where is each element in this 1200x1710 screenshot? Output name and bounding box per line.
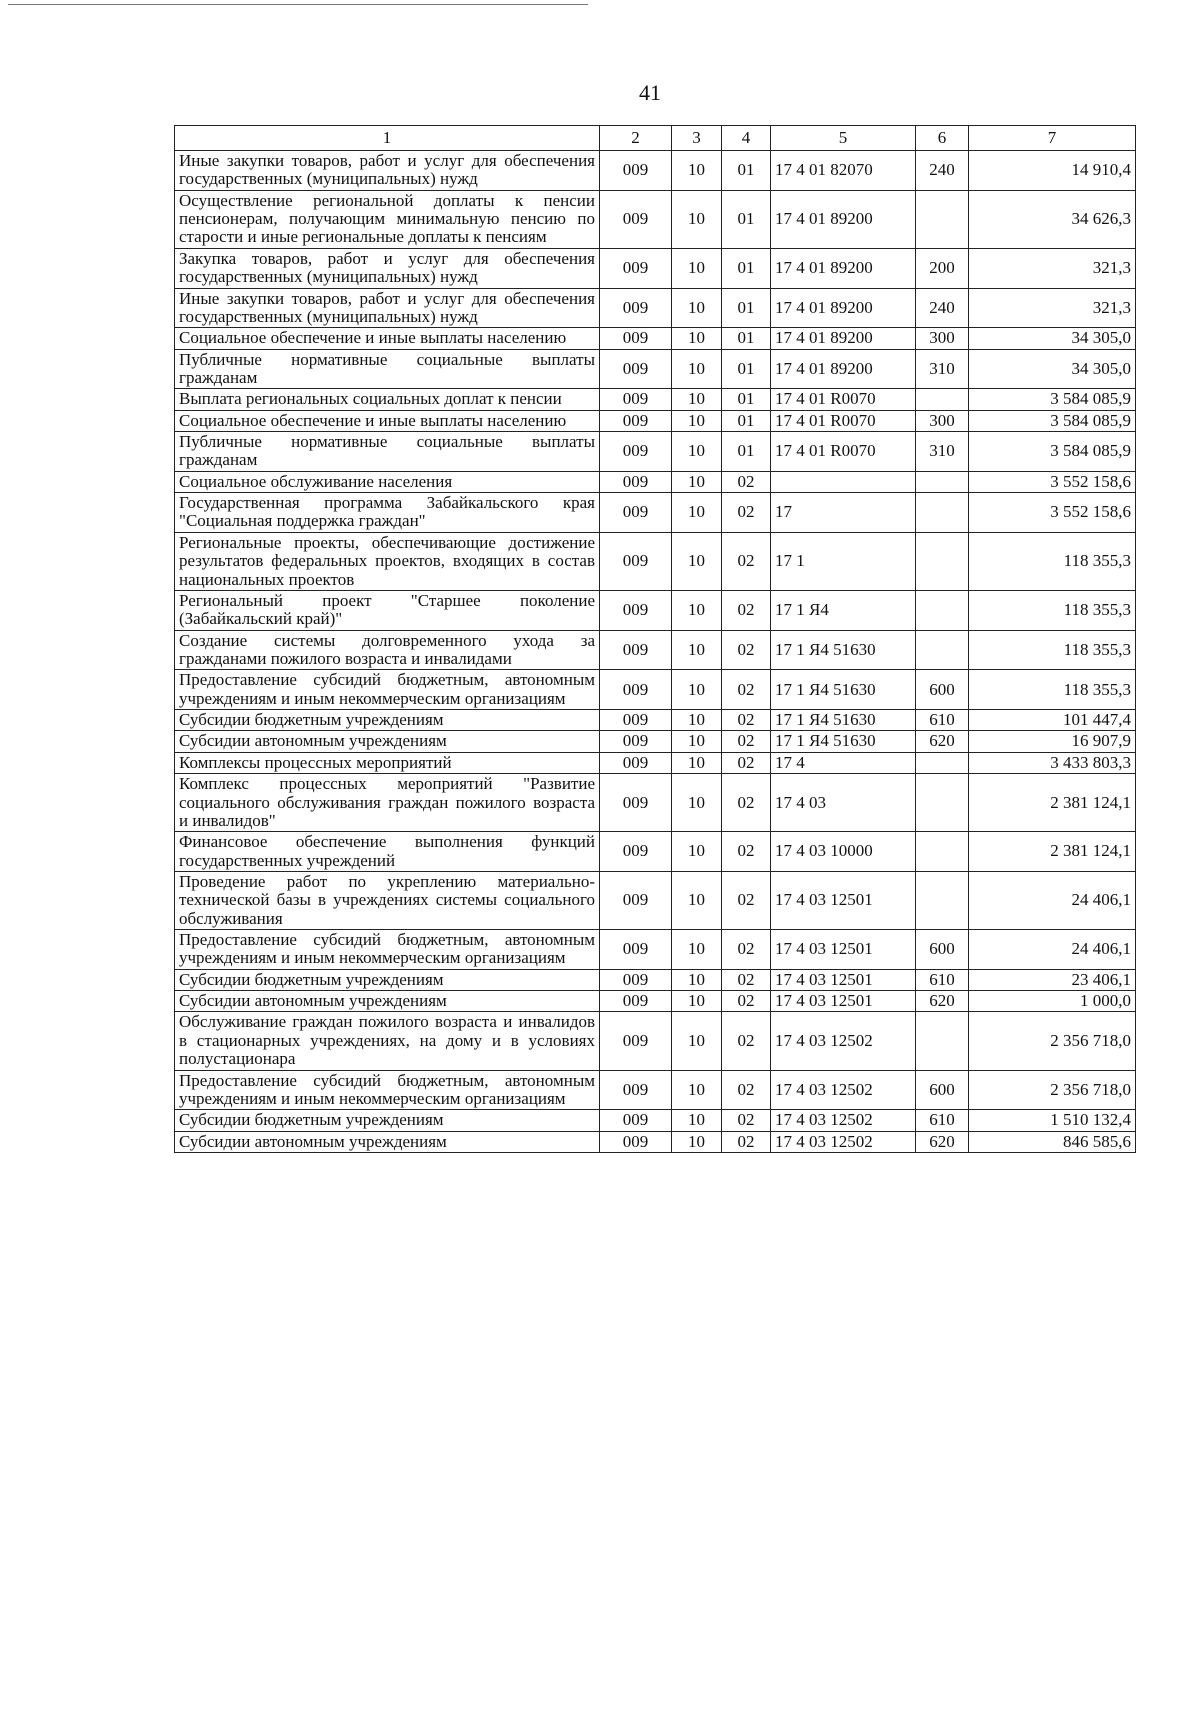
row-subsection-cell: 01: [722, 389, 771, 410]
table-row: [175, 471, 1136, 492]
row-ved-cell: 009: [600, 590, 672, 630]
row-target-article-cell: 17 4 03 12502: [771, 1012, 916, 1070]
row-section-cell: 10: [672, 832, 722, 872]
table-row: [175, 349, 1136, 389]
row-ved-cell: 009: [600, 670, 672, 710]
row-ved-cell: 009: [600, 432, 672, 472]
row-ved-cell: 009: [600, 349, 672, 389]
row-expense-type-cell: [916, 1012, 969, 1070]
row-ved-cell: 009: [600, 930, 672, 970]
row-section-cell: 10: [672, 774, 722, 832]
row-name-cell: Закупка товаров, работ и услуг для обеспечения государственных (муниципальных) нужд: [175, 248, 600, 288]
row-subsection-cell: 02: [722, 630, 771, 670]
row-expense-type-cell: 610: [916, 1110, 969, 1131]
row-section-cell: 10: [672, 288, 722, 328]
column-header: 4: [722, 126, 771, 151]
row-section-cell: 10: [672, 1110, 722, 1131]
row-amount-cell: 24 406,1: [969, 871, 1136, 929]
row-target-article-cell: 17 4 03 12501: [771, 871, 916, 929]
row-amount-cell: 16 907,9: [969, 731, 1136, 752]
row-subsection-cell: 02: [722, 670, 771, 710]
row-section-cell: 10: [672, 752, 722, 773]
row-target-article-cell: 17 4 03 12502: [771, 1110, 916, 1131]
table-row: [175, 493, 1136, 533]
row-ved-cell: 009: [600, 471, 672, 492]
row-name-cell: Субсидии бюджетным учреждениям: [175, 710, 600, 731]
row-target-article-cell: 17 4 01 89200: [771, 349, 916, 389]
row-ved-cell: 009: [600, 710, 672, 731]
row-subsection-cell: 01: [722, 349, 771, 389]
row-ved-cell: 009: [600, 493, 672, 533]
row-amount-cell: 846 585,6: [969, 1131, 1136, 1152]
row-name-cell: Социальное обслуживание населения: [175, 471, 600, 492]
row-target-article-cell: 17 4 01 R0070: [771, 410, 916, 431]
row-target-article-cell: 17 4 01 89200: [771, 248, 916, 288]
row-subsection-cell: 01: [722, 190, 771, 248]
table-row: [175, 930, 1136, 970]
row-expense-type-cell: 600: [916, 930, 969, 970]
row-ved-cell: 009: [600, 969, 672, 990]
row-target-article-cell: 17 4 01 89200: [771, 190, 916, 248]
row-subsection-cell: 02: [722, 710, 771, 731]
row-ved-cell: 009: [600, 1012, 672, 1070]
row-subsection-cell: 02: [722, 871, 771, 929]
row-name-cell: Публичные нормативные социальные выплаты гражданам: [175, 349, 600, 389]
row-amount-cell: 2 356 718,0: [969, 1070, 1136, 1110]
row-amount-cell: 2 381 124,1: [969, 774, 1136, 832]
table-row: [175, 389, 1136, 410]
row-name-cell: Социальное обеспечение и иные выплаты населению: [175, 410, 600, 431]
row-section-cell: 10: [672, 710, 722, 731]
column-header: 3: [672, 126, 722, 151]
row-target-article-cell: 17 4 03 12501: [771, 969, 916, 990]
row-expense-type-cell: 240: [916, 151, 969, 191]
row-target-article-cell: 17 4 01 89200: [771, 328, 916, 349]
table-row: [175, 190, 1136, 248]
row-subsection-cell: 02: [722, 832, 771, 872]
row-target-article-cell: 17 4 03 12501: [771, 991, 916, 1012]
row-section-cell: 10: [672, 1070, 722, 1110]
row-expense-type-cell: [916, 471, 969, 492]
row-amount-cell: 3 552 158,6: [969, 471, 1136, 492]
table-row: [175, 1131, 1136, 1152]
row-ved-cell: 009: [600, 752, 672, 773]
table-row: [175, 248, 1136, 288]
table-row: [175, 432, 1136, 472]
table-row: [175, 1110, 1136, 1131]
row-expense-type-cell: 620: [916, 1131, 969, 1152]
table-row: [175, 151, 1136, 191]
row-section-cell: 10: [672, 532, 722, 590]
row-section-cell: 10: [672, 731, 722, 752]
row-name-cell: Региональные проекты, обеспечивающие достижение результатов федеральных проектов, входящих в состав национальных проектов: [175, 532, 600, 590]
row-subsection-cell: 01: [722, 248, 771, 288]
row-name-cell: Выплата региональных социальных доплат к пенсии: [175, 389, 600, 410]
row-ved-cell: 009: [600, 1070, 672, 1110]
row-subsection-cell: 02: [722, 1110, 771, 1131]
row-name-cell: Предоставление субсидий бюджетным, автономным учреждениям и иным некоммерческим организациям: [175, 1070, 600, 1110]
row-ved-cell: 009: [600, 731, 672, 752]
row-expense-type-cell: [916, 630, 969, 670]
row-ved-cell: 009: [600, 410, 672, 431]
row-section-cell: 10: [672, 328, 722, 349]
row-amount-cell: 34 626,3: [969, 190, 1136, 248]
row-section-cell: 10: [672, 871, 722, 929]
row-section-cell: 10: [672, 670, 722, 710]
row-target-article-cell: 17 4 01 82070: [771, 151, 916, 191]
row-expense-type-cell: 300: [916, 410, 969, 431]
row-name-cell: Предоставление субсидий бюджетным, автономным учреждениям и иным некоммерческим организациям: [175, 670, 600, 710]
row-subsection-cell: 02: [722, 1070, 771, 1110]
row-subsection-cell: 02: [722, 590, 771, 630]
row-section-cell: 10: [672, 930, 722, 970]
row-amount-cell: 321,3: [969, 248, 1136, 288]
budget-table: [174, 125, 1136, 1153]
row-subsection-cell: 01: [722, 151, 771, 191]
row-name-cell: Субсидии бюджетным учреждениям: [175, 1110, 600, 1131]
row-target-article-cell: 17 1 Я4 51630: [771, 670, 916, 710]
row-name-cell: Предоставление субсидий бюджетным, автономным учреждениям и иным некоммерческим организациям: [175, 930, 600, 970]
row-name-cell: Создание системы долговременного ухода за гражданами пожилого возраста и инвалидами: [175, 630, 600, 670]
column-header: 2: [600, 126, 672, 151]
row-subsection-cell: 02: [722, 774, 771, 832]
column-header: 7: [969, 126, 1136, 151]
row-subsection-cell: 02: [722, 969, 771, 990]
row-name-cell: Финансовое обеспечение выполнения функций государственных учреждений: [175, 832, 600, 872]
table-row: [175, 328, 1136, 349]
row-ved-cell: 009: [600, 832, 672, 872]
page-number: 41: [639, 80, 661, 105]
row-subsection-cell: 02: [722, 532, 771, 590]
row-ved-cell: 009: [600, 774, 672, 832]
row-ved-cell: 009: [600, 190, 672, 248]
row-subsection-cell: 02: [722, 471, 771, 492]
row-expense-type-cell: [916, 493, 969, 533]
row-target-article-cell: 17 1 Я4: [771, 590, 916, 630]
row-ved-cell: 009: [600, 151, 672, 191]
row-amount-cell: 2 381 124,1: [969, 832, 1136, 872]
table-body: [175, 151, 1136, 1153]
row-amount-cell: 3 584 085,9: [969, 432, 1136, 472]
row-name-cell: Осуществление региональной доплаты к пенсии пенсионерам, получающим минимальную пенсию по старости и иные региональные доплаты к пенсиям: [175, 190, 600, 248]
row-ved-cell: 009: [600, 991, 672, 1012]
table-row: [175, 1012, 1136, 1070]
row-amount-cell: 118 355,3: [969, 590, 1136, 630]
row-section-cell: 10: [672, 151, 722, 191]
table-row: [175, 774, 1136, 832]
row-name-cell: Региональный проект "Старшее поколение (Забайкальский край)": [175, 590, 600, 630]
row-section-cell: 10: [672, 432, 722, 472]
row-name-cell: Комплексы процессных мероприятий: [175, 752, 600, 773]
row-name-cell: Государственная программа Забайкальского края "Социальная поддержка граждан": [175, 493, 600, 533]
row-expense-type-cell: [916, 590, 969, 630]
row-name-cell: Субсидии автономным учреждениям: [175, 991, 600, 1012]
row-target-article-cell: 17 4 03 12502: [771, 1131, 916, 1152]
row-amount-cell: 34 305,0: [969, 328, 1136, 349]
table-row: [175, 752, 1136, 773]
row-subsection-cell: 01: [722, 288, 771, 328]
row-subsection-cell: 02: [722, 930, 771, 970]
row-expense-type-cell: [916, 832, 969, 872]
row-amount-cell: 14 910,4: [969, 151, 1136, 191]
row-amount-cell: 3 433 803,3: [969, 752, 1136, 773]
row-name-cell: Субсидии автономным учреждениям: [175, 731, 600, 752]
row-name-cell: Субсидии бюджетным учреждениям: [175, 969, 600, 990]
column-header: 5: [771, 126, 916, 151]
row-target-article-cell: 17 4 03 10000: [771, 832, 916, 872]
row-amount-cell: 1 510 132,4: [969, 1110, 1136, 1131]
row-target-article-cell: [771, 471, 916, 492]
row-name-cell: Проведение работ по укреплению материально-технической базы в учреждениях системы социального обслуживания: [175, 871, 600, 929]
table-row: [175, 991, 1136, 1012]
row-target-article-cell: 17 1 Я4 51630: [771, 731, 916, 752]
row-target-article-cell: 17 4 01 89200: [771, 288, 916, 328]
table-row: [175, 670, 1136, 710]
row-ved-cell: 009: [600, 871, 672, 929]
table-row: [175, 871, 1136, 929]
row-ved-cell: 009: [600, 248, 672, 288]
table-row: [175, 532, 1136, 590]
row-name-cell: Субсидии автономным учреждениям: [175, 1131, 600, 1152]
row-expense-type-cell: 610: [916, 710, 969, 731]
row-section-cell: 10: [672, 248, 722, 288]
header-row: [175, 126, 1136, 151]
row-target-article-cell: 17: [771, 493, 916, 533]
row-expense-type-cell: [916, 532, 969, 590]
row-expense-type-cell: 200: [916, 248, 969, 288]
row-section-cell: 10: [672, 389, 722, 410]
row-ved-cell: 009: [600, 630, 672, 670]
row-section-cell: 10: [672, 991, 722, 1012]
row-name-cell: Социальное обеспечение и иные выплаты населению: [175, 328, 600, 349]
row-amount-cell: 23 406,1: [969, 969, 1136, 990]
row-expense-type-cell: [916, 389, 969, 410]
table-row: [175, 731, 1136, 752]
row-target-article-cell: 17 1 Я4 51630: [771, 710, 916, 731]
row-target-article-cell: 17 4 03: [771, 774, 916, 832]
row-ved-cell: 009: [600, 1131, 672, 1152]
row-name-cell: Комплекс процессных мероприятий "Развитие социального обслуживания граждан пожилого возраста и инвалидов": [175, 774, 600, 832]
row-name-cell: Иные закупки товаров, работ и услуг для обеспечения государственных (муниципальных) нужд: [175, 151, 600, 191]
row-expense-type-cell: 610: [916, 969, 969, 990]
row-subsection-cell: 02: [722, 1012, 771, 1070]
row-section-cell: 10: [672, 410, 722, 431]
row-subsection-cell: 01: [722, 410, 771, 431]
row-amount-cell: 1 000,0: [969, 991, 1136, 1012]
row-expense-type-cell: 620: [916, 731, 969, 752]
row-ved-cell: 009: [600, 328, 672, 349]
table-row: [175, 410, 1136, 431]
table-row: [175, 832, 1136, 872]
row-section-cell: 10: [672, 590, 722, 630]
row-expense-type-cell: 600: [916, 670, 969, 710]
row-name-cell: Иные закупки товаров, работ и услуг для обеспечения государственных (муниципальных) нужд: [175, 288, 600, 328]
row-amount-cell: 3 552 158,6: [969, 493, 1136, 533]
table-row: [175, 630, 1136, 670]
row-amount-cell: 3 584 085,9: [969, 410, 1136, 431]
row-section-cell: 10: [672, 349, 722, 389]
row-expense-type-cell: [916, 871, 969, 929]
row-target-article-cell: 17 4 01 R0070: [771, 432, 916, 472]
row-section-cell: 10: [672, 969, 722, 990]
row-ved-cell: 009: [600, 389, 672, 410]
row-subsection-cell: 01: [722, 432, 771, 472]
row-subsection-cell: 02: [722, 493, 771, 533]
row-ved-cell: 009: [600, 532, 672, 590]
row-target-article-cell: 17 4 01 R0070: [771, 389, 916, 410]
row-expense-type-cell: 620: [916, 991, 969, 1012]
row-ved-cell: 009: [600, 288, 672, 328]
row-target-article-cell: 17 4: [771, 752, 916, 773]
row-target-article-cell: 17 4 03 12502: [771, 1070, 916, 1110]
row-amount-cell: 118 355,3: [969, 670, 1136, 710]
row-name-cell: Обслуживание граждан пожилого возраста и инвалидов в стационарных учреждениях, на дому и в условиях полустационара: [175, 1012, 600, 1070]
row-amount-cell: 34 305,0: [969, 349, 1136, 389]
table-row: [175, 1070, 1136, 1110]
row-amount-cell: 118 355,3: [969, 630, 1136, 670]
column-header: 6: [916, 126, 969, 151]
table-row: [175, 710, 1136, 731]
row-expense-type-cell: 600: [916, 1070, 969, 1110]
row-section-cell: 10: [672, 1131, 722, 1152]
row-section-cell: 10: [672, 630, 722, 670]
row-expense-type-cell: 240: [916, 288, 969, 328]
row-subsection-cell: 02: [722, 991, 771, 1012]
table-row: [175, 590, 1136, 630]
row-subsection-cell: 01: [722, 328, 771, 349]
row-amount-cell: 24 406,1: [969, 930, 1136, 970]
column-header: 1: [175, 126, 600, 151]
scan-edge-line: [8, 4, 588, 5]
row-section-cell: 10: [672, 1012, 722, 1070]
row-section-cell: 10: [672, 493, 722, 533]
row-target-article-cell: 17 1 Я4 51630: [771, 630, 916, 670]
row-expense-type-cell: 310: [916, 432, 969, 472]
row-amount-cell: 101 447,4: [969, 710, 1136, 731]
row-target-article-cell: 17 1: [771, 532, 916, 590]
row-expense-type-cell: 310: [916, 349, 969, 389]
row-amount-cell: 3 584 085,9: [969, 389, 1136, 410]
row-expense-type-cell: [916, 774, 969, 832]
table-row: [175, 969, 1136, 990]
row-expense-type-cell: 300: [916, 328, 969, 349]
row-target-article-cell: 17 4 03 12501: [771, 930, 916, 970]
row-amount-cell: 118 355,3: [969, 532, 1136, 590]
row-amount-cell: 2 356 718,0: [969, 1012, 1136, 1070]
row-subsection-cell: 02: [722, 731, 771, 752]
row-section-cell: 10: [672, 471, 722, 492]
row-subsection-cell: 02: [722, 752, 771, 773]
row-name-cell: Публичные нормативные социальные выплаты гражданам: [175, 432, 600, 472]
row-section-cell: 10: [672, 190, 722, 248]
row-amount-cell: 321,3: [969, 288, 1136, 328]
table-row: [175, 288, 1136, 328]
row-ved-cell: 009: [600, 1110, 672, 1131]
row-subsection-cell: 02: [722, 1131, 771, 1152]
row-expense-type-cell: [916, 190, 969, 248]
row-expense-type-cell: [916, 752, 969, 773]
